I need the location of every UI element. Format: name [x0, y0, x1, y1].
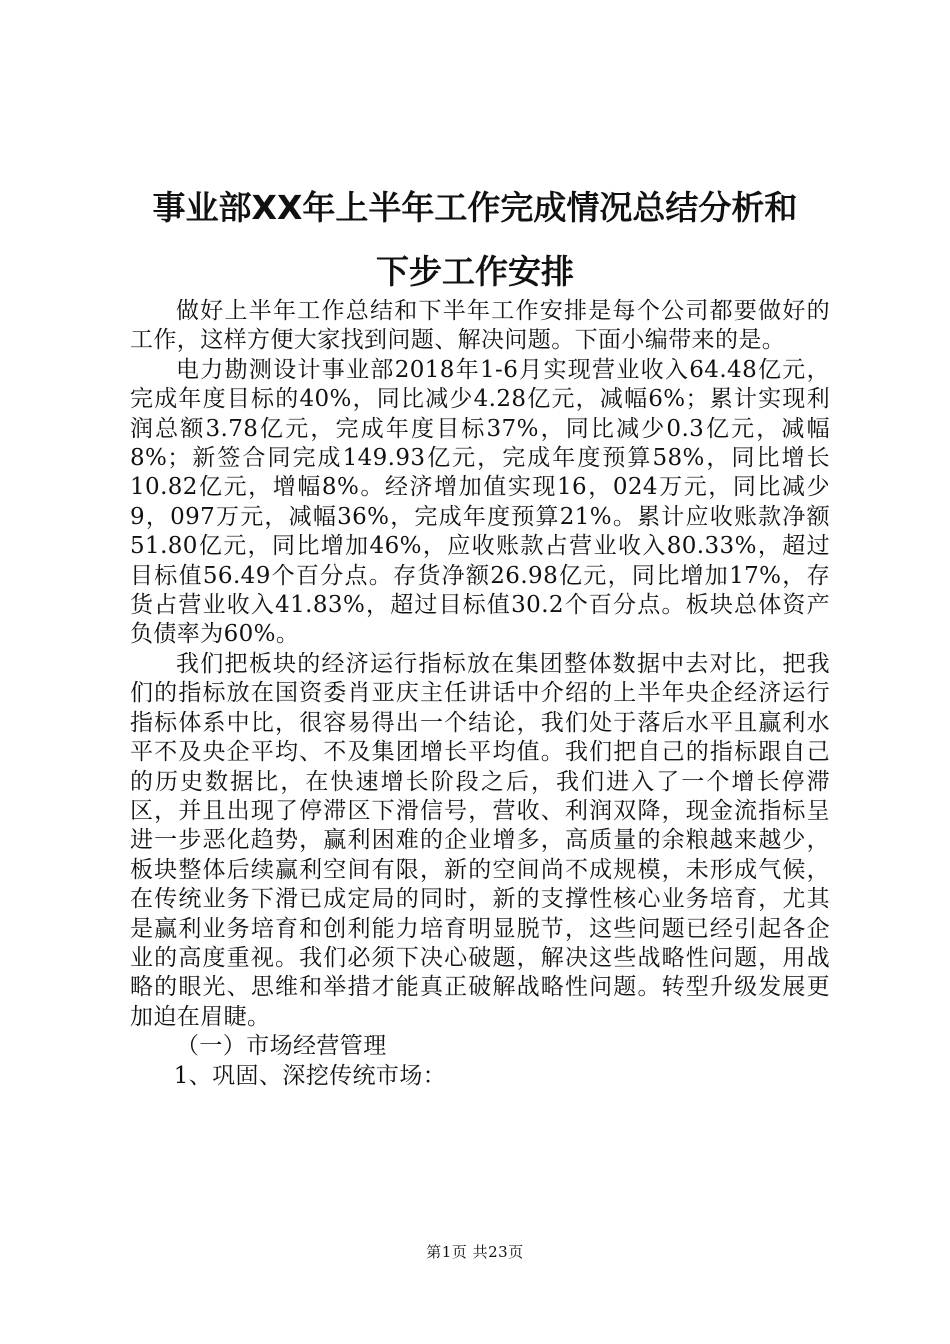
document-title-line-2: 下步工作安排 — [376, 252, 574, 291]
section-heading: （一）市场经营管理 — [176, 1033, 387, 1060]
document-body — [130, 297, 830, 1091]
paragraph-intro: 做好上半年工作总结和下半年工作安排是每个公司都要做好的工作，这样方便大家找到问题、解决问题。下面小编带来的是。 — [130, 298, 830, 354]
paragraph-performance: 电力勘测设计事业部2018年1-6月实现营业收入64.48亿元，完成年度目标的40%，同比减少4.28亿元，减幅6%；累计实现利润总额3.78亿元，完成年度目标37%，同比减少0.3亿元，减幅8%；新签合同完成149.93亿元，完成年度预算58%，同比增长10.82亿元，增幅8%。经济增加值实现16，024万元，同比减少9，097万元，减幅36%，完成年度预算21%。累计应收账款净额51.80亿元，同比增加46%，应收账款占营业收入80.33%，超过目标值56.49个百分点。存货净额26.98亿元，同比增加17%，存货占营业收入41.83%，超过目标值30.2个百分点。板块总体资产负债率为60%。 — [130, 356, 830, 648]
page-footer: 第1页 共23页 — [426, 1243, 524, 1261]
document-title-line-1: 事业部XX年上半年工作完成情况总结分析和 — [152, 188, 798, 227]
subsection-heading: 1、巩固、深挖传统市场： — [173, 1062, 447, 1089]
paragraph-analysis: 我们把板块的经济运行指标放在集团整体数据中去对比，把我们的指标放在国资委肖亚庆主任讲话中介绍的上半年央企经济运行指标体系中比，很容易得出一个结论，我们处于落后水平且赢利水平不及央企平均、不及集团增长平均值。我们把自己的指标跟自己的历史数据比，在快速增长阶段之后，我们进入了一个增长停滞区，并且出现了停滞区下滑信号，营收、利润双降，现金流指标呈进一步恶化趋势，赢利困难的企业增多，高质量的余粮越来越少，板块整体后续赢利空间有限，新的空间尚不成规模，未形成气候，在传统业务下滑已成定局的同时，新的支撑性核心业务培育，尤其是赢利业务培育和创利能力培育明显脱节，这些问题已经引起各企业的高度重视。我们必须下决心破题，解决这些战略性问题，用战略的眼光、思维和举措才能真正破解战略性问题。转型升级发展更加迫在眉睫。 — [130, 650, 830, 1030]
